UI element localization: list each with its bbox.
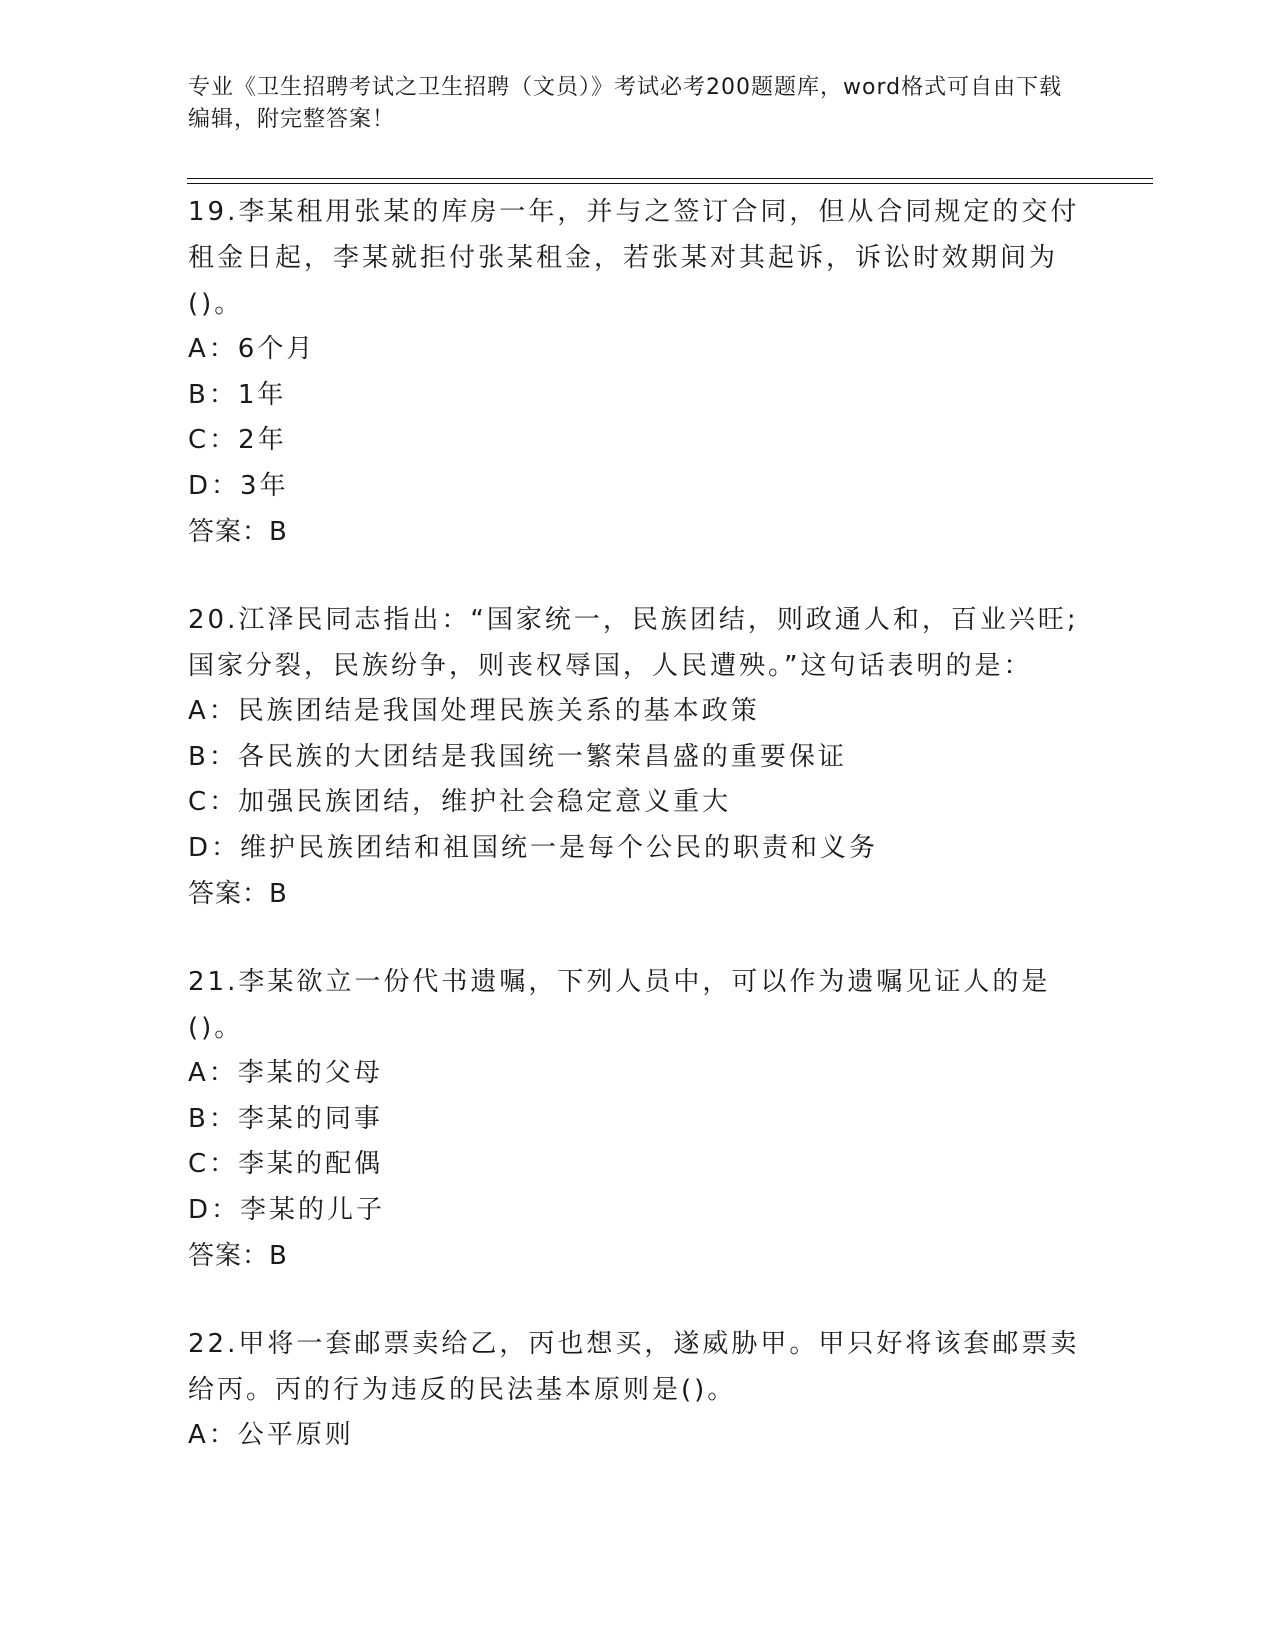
option-d: D：维护民族团结和祖国统一是每个公民的职责和义务 [188,832,879,863]
option-a: A：6个月 [188,334,316,364]
answer-line: 答案：B [188,879,288,909]
option-b: B：李某的同事 [188,1103,383,1134]
option-a: A：民族团结是我国处理民族关系的基本政策 [188,696,760,726]
option-c: C：李某的配偶 [188,1149,384,1179]
option-a: A：公平原则 [188,1420,354,1450]
question-20 [188,597,1088,917]
question-stem: 21.李某欲立一份代书遗嘱，下列人员中，可以作为遗嘱见证人的是()。 [188,967,1051,1043]
question-22 [188,1321,1088,1459]
option-c: C：加强民族团结，维护社会稳定意义重大 [188,787,732,817]
question-stem: 19.李某租用张某的库房一年，并与之签订合同，但从合同规定的交付租金日起，李某就拒付张某租金，若张某对其起诉，诉讼时效期间为()。 [188,197,1080,319]
header-divider-top [187,178,1153,179]
option-b: B：1年 [188,379,287,410]
question-21 [188,959,1088,1279]
option-c: C：2年 [188,425,287,455]
option-d: D：李某的儿子 [188,1194,386,1225]
question-19 [188,189,1088,555]
question-list [188,189,1088,1459]
question-stem: 20.江泽民同志指出：“国家统一，民族团结，则政通人和，百业兴旺;国家分裂，民族纷争，则丧权辱国，人民遭殃。”这句话表明的是： [188,605,1079,681]
document-header: 专业《卫生招聘考试之卫生招聘（文员）》考试必考200题题库，word格式可自由下载编辑，附完整答案！ [188,75,1063,132]
answer-line: 答案：B [188,517,288,547]
header-divider-bottom [187,183,1153,184]
option-b: B：各民族的大团结是我国统一繁荣昌盛的重要保证 [188,741,847,772]
option-a: A：李某的父母 [188,1058,383,1088]
question-stem: 22.甲将一套邮票卖给乙，丙也想买，遂威胁甲。甲只好将该套邮票卖给丙。丙的行为违反的民法基本原则是()。 [188,1329,1080,1405]
answer-line: 答案：B [188,1241,288,1271]
option-d: D：3年 [188,470,289,501]
